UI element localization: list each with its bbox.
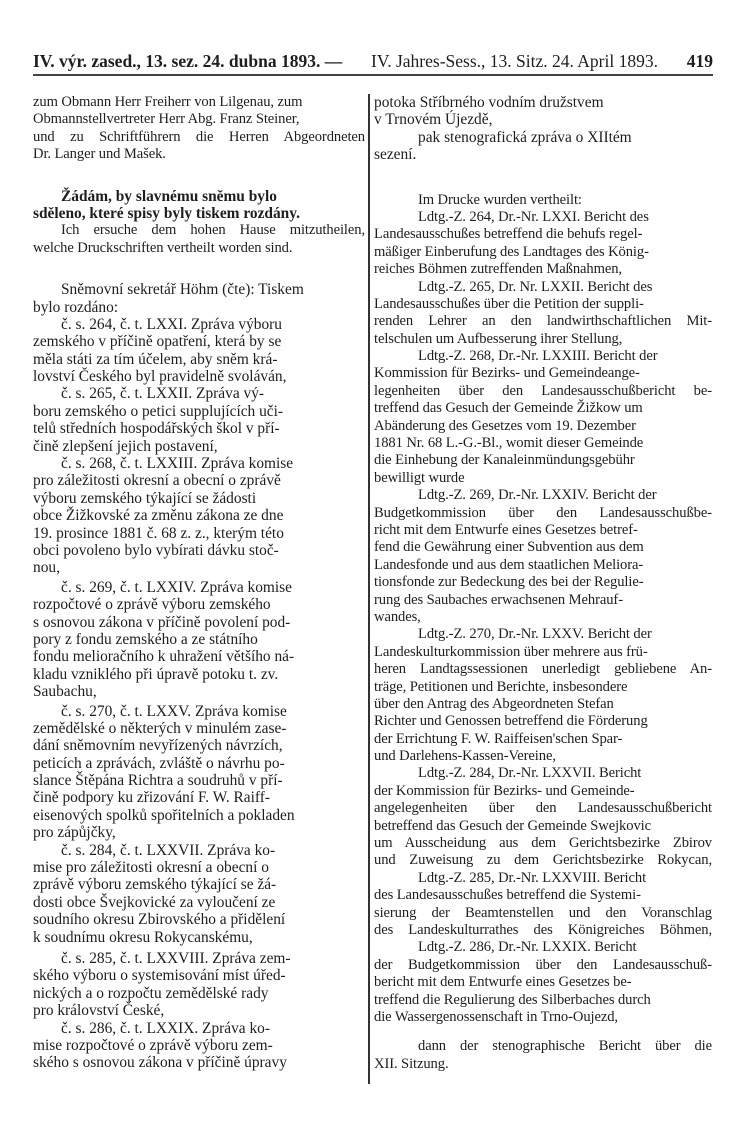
paragraph xyxy=(374,209,712,279)
text-line: über den Antrag des Abgeordneten Stefan xyxy=(374,695,614,712)
text-line: Landesausschußes betreffend die behufs regel- xyxy=(374,226,643,243)
text-line: bericht mit dem Entwurfe eines Gesetzes be- xyxy=(374,974,632,991)
text-line: sezení. xyxy=(374,146,417,164)
text-line: der Budgetkommission über den Landesausschuß- xyxy=(374,956,712,973)
text-line: čině zlepšení jejich postavení, xyxy=(33,437,218,455)
text-line: die Wassergenossenschaft in Trno-Oujezd, xyxy=(374,1008,618,1025)
text-line: pro království České, xyxy=(33,1002,165,1020)
text-line: slance Štěpána Richtra a soudruhů v pří- xyxy=(33,772,283,790)
text-line: potoka Stříbrného vodním družstvem xyxy=(374,94,604,111)
text-line: Abänderung des Gesetzes vom 19. Dezember xyxy=(374,417,636,434)
header-czech: IV. výr. zased., 13. sez. 24. dubna 1893. — xyxy=(33,50,343,71)
text-line: Ldtg.-Z. 268, Dr.-Nr. LXXIII. Bericht der xyxy=(418,348,658,365)
text-line: Ich ersuche dem hohen Hause mitzutheilen, xyxy=(61,222,365,239)
paragraph xyxy=(374,870,712,940)
text-line: Sněmovní sekretář Höhm (čte): Tiskem xyxy=(61,281,304,299)
text-line: telschulen um Aufbesserung ihrer Stellung, xyxy=(374,330,623,347)
paragraph xyxy=(374,94,712,129)
text-line: pak stenografická zpráva o XIItém xyxy=(418,128,632,146)
paragraph xyxy=(33,1020,365,1072)
text-line: und Zuweisung zu dem Gerichtsbezirke Rokycan, xyxy=(374,852,712,869)
text-line: mise pro záležitosti okresní a obecní o xyxy=(33,859,269,877)
text-line: pro zápůjčky, xyxy=(33,824,116,842)
text-line: Ldtg.-Z. 286, Dr.-Nr. LXXIX. Bericht xyxy=(418,939,637,956)
text-line: dání sněmovním nevyřízených návrzích, xyxy=(33,737,283,755)
text-line: Saubachu, xyxy=(33,683,97,701)
text-line: fend die Gewährung einer Subvention aus dem xyxy=(374,539,644,556)
text-line: des Landesausschußes betreffend die Systemi- xyxy=(374,887,641,904)
text-line: č. s. 270, č. t. LXXV. Zpráva komise xyxy=(61,702,287,720)
paragraph xyxy=(33,94,365,164)
text-line: der Errichtung F. W. Raiffeisen'schen Spar- xyxy=(374,730,623,747)
paragraph xyxy=(33,222,365,257)
text-line: dosti obce Švejkovické za vyloučení ze xyxy=(33,893,276,911)
text-line: und Darlehens-Kassen-Vereine, xyxy=(374,748,556,765)
text-line: eisenových spolků spořitelních a pokladen xyxy=(33,806,295,824)
text-line: telů středních hospodářských škol v pří- xyxy=(33,420,280,438)
paragraph xyxy=(33,579,365,701)
paragraph xyxy=(374,487,712,626)
text-line: Landesausschußes über die Petition der suppli- xyxy=(374,295,644,312)
text-line: und zu Schriftführern die Herren Abgeordneten xyxy=(33,128,365,145)
text-line: 19. prosince 1881 č. 68 z. z., kterým této xyxy=(33,524,284,542)
text-line: č. s. 284, č. t. LXXVII. Zpráva ko- xyxy=(61,841,276,859)
text-line: soudního okresu Zbirovského a přidělení xyxy=(33,911,286,929)
text-line: Žádám, by slavnému sněmu bylo xyxy=(61,187,277,205)
paragraph xyxy=(374,348,712,487)
paragraph xyxy=(33,950,365,1020)
text-line: 1881 Nr. 68 L.-G.-Bl., womit dieser Gemeinde xyxy=(374,435,644,452)
text-line: heren Landtagssessionen unerledigt gebliebene An- xyxy=(374,661,712,678)
text-line: k soudnímu okresu Rokycanskému, xyxy=(33,928,253,946)
text-line: Ldtg.-Z. 284, Dr.-Nr. LXXVII. Bericht xyxy=(418,765,642,782)
text-line: zprávě výboru zemského týkající se žá- xyxy=(33,876,277,894)
text-line: Ldtg.-Z. 265, Dr. Nr. LXXII. Bericht des xyxy=(418,278,653,295)
text-line: bylo rozdáno: xyxy=(33,298,119,316)
text-line: lovství Českého byl pravidelně svoláván, xyxy=(33,368,287,386)
text-line: č. s. 268, č. t. LXXIII. Zpráva komise xyxy=(61,455,294,473)
header-german: IV. Jahres-Sess., 13. Sitz. 24. April 1893. xyxy=(371,50,658,71)
text-line: ského s osnovou zákona v příčině úpravy xyxy=(33,1054,287,1072)
text-line: č. s. 264, č. t. LXXI. Zpráva výboru xyxy=(61,315,282,333)
text-line: Landeskulturkommission über mehrere aus frü- xyxy=(374,643,648,660)
text-line: zemského v příčině opatření, která by se xyxy=(33,333,282,351)
text-line: träge, Petitionen und Berichte, insbesondere xyxy=(374,678,628,695)
text-line: č. s. 269, č. t. LXXIV. Zpráva komise xyxy=(61,578,292,596)
text-line: dann der stenographische Bericht über die xyxy=(418,1038,712,1055)
text-line: welche Druckschriften vertheilt worden sind. xyxy=(33,239,293,256)
page-number: 419 xyxy=(686,50,713,71)
text-line: boru zemského o petici supplujících uči- xyxy=(33,402,284,420)
text-line: Ldtg.-Z. 285, Dr.-Nr. LXXVIII. Bericht xyxy=(418,869,647,886)
text-line: Ldtg.-Z. 264, Dr.-Nr. LXXI. Bericht des xyxy=(418,208,649,225)
column-divider xyxy=(368,94,370,1084)
text-line: die Einhebung der Kanaleinmündungsgebühr xyxy=(374,452,635,469)
text-line: sierung der Beamtenstellen und den Voranschlag xyxy=(374,904,712,921)
text-line: č. s. 286, č. t. LXXIX. Zpráva ko- xyxy=(61,1019,270,1037)
text-line: Richter und Genossen betreffend die Förderung xyxy=(374,713,648,730)
text-line: Landesfonde und aus dem staatlichen Meliora- xyxy=(374,556,644,573)
paragraph xyxy=(33,281,365,316)
text-line: čině podpory ku zřizování F. W. Raiff- xyxy=(33,789,270,807)
text-line: obci povoleno bylo vybírati dávku stoč- xyxy=(33,541,279,559)
text-line: rozpočtové o zprávě výboru zemského xyxy=(33,596,271,614)
header-rule xyxy=(33,74,713,76)
text-line: ského výboru o systemisování míst úřed- xyxy=(33,967,286,985)
paragraph xyxy=(33,455,365,577)
text-line: wandes, xyxy=(374,608,421,625)
text-line: des Landeskulturrathes des Königreiches Böhmen, xyxy=(374,921,712,938)
text-line: Ldtg.-Z. 270, Dr.-Nr. LXXV. Bericht der xyxy=(418,626,652,643)
text-line: XII. Sitzung. xyxy=(374,1055,449,1072)
text-line: mäßiger Einberufung des Landtages des König- xyxy=(374,243,649,260)
text-line: Dr. Langer und Mašek. xyxy=(33,146,166,163)
text-line: zum Obmann Herr Freiherr von Lilgenau, zum xyxy=(33,94,303,110)
text-line: renden Lehrer an den landwirthschaftlichen Mit- xyxy=(374,313,712,330)
paragraph xyxy=(33,703,365,842)
text-line: pory z fondu zemského a ze státního xyxy=(33,630,258,648)
paragraph xyxy=(374,279,712,349)
text-line: der Kommission für Bezirks- und Gemeinde- xyxy=(374,782,635,799)
text-line: sděleno, které spisy byly tiskem rozdány. xyxy=(33,204,300,222)
paragraph xyxy=(33,316,365,386)
text-line: mise rozpočtové o zprávě výboru zem- xyxy=(33,1036,273,1054)
text-line: č. s. 265, č. t. LXXII. Zpráva vý- xyxy=(61,385,265,403)
text-line: peticích a zprávách, zvláště o návrhu po- xyxy=(33,754,285,772)
text-line: um Ausscheidung aus dem Gerichtsbezirke Zbirov xyxy=(374,835,712,852)
text-line: výboru zemského týkající se žádosti xyxy=(33,489,257,507)
text-line: v Trnovém Újezdě, xyxy=(374,111,493,129)
paragraph xyxy=(33,385,365,455)
paragraph xyxy=(33,842,365,946)
text-line: legenheiten über den Landesausschußbericht be- xyxy=(374,382,712,399)
text-line: reiches Böhmen zutreffenden Maßnahmen, xyxy=(374,261,622,278)
text-line: bewilligt wurde xyxy=(374,469,465,486)
text-line: fondu melioračního k uhražení většího ná- xyxy=(33,648,295,666)
text-line: obce Žižkovské za změnu zákona ze dne xyxy=(33,507,284,525)
text-line: treffend die Regulierung des Silberbaches durch xyxy=(374,991,651,1008)
left-column-czech xyxy=(33,94,365,1072)
text-line: měla státi za tím účelem, aby sněm krá- xyxy=(33,350,278,368)
text-line: č. s. 285, č. t. LXXVIII. Zpráva zem- xyxy=(61,949,291,967)
running-header xyxy=(33,50,713,72)
text-line: Im Drucke wurden vertheilt: xyxy=(418,191,582,208)
paragraph xyxy=(374,1038,712,1073)
text-line: angelegenheiten über den Landesausschußbericht xyxy=(374,800,712,817)
text-line: Budgetkommission über den Landesausschußbe- xyxy=(374,504,712,521)
right-column-german xyxy=(374,94,712,1073)
text-line: treffend das Gesuch der Gemeinde Žižkow um xyxy=(374,400,643,417)
text-line: nou, xyxy=(33,559,60,577)
paragraph xyxy=(374,939,712,1026)
paragraph xyxy=(33,188,365,223)
text-line: Ldtg.-Z. 269, Dr.-Nr. LXXIV. Bericht der xyxy=(418,487,657,504)
text-line: nických a o rozpočtu zemědělské rady xyxy=(33,984,269,1002)
text-line: richt mit dem Entwurfe eines Gesetzes betref- xyxy=(374,521,638,538)
text-line: pro záležitosti okresní a obecní o zprávě xyxy=(33,472,281,490)
text-line: betreffend das Gesuch der Gemeinde Swejkovic xyxy=(374,817,651,834)
text-line: Obmannstellvertreter Herr Abg. Franz Steiner, xyxy=(33,111,300,128)
paragraph xyxy=(374,192,712,209)
text-line: Kommission für Bezirks- und Gemeindeange- xyxy=(374,365,640,382)
paragraph xyxy=(374,129,712,164)
text-line: tionsfonde zur Bedeckung des bei der Regulie- xyxy=(374,574,644,591)
text-line: rung des Saubaches erwachsenen Mehrauf- xyxy=(374,591,623,608)
text-line: zemědělské o některých v minulém zase- xyxy=(33,719,287,737)
text-line: s osnovou zákona v příčině povolení pod- xyxy=(33,613,291,631)
text-line: kladu vzniklého při úpravě potoku t. zv. xyxy=(33,665,279,683)
paragraph xyxy=(374,626,712,765)
paragraph xyxy=(374,765,712,869)
